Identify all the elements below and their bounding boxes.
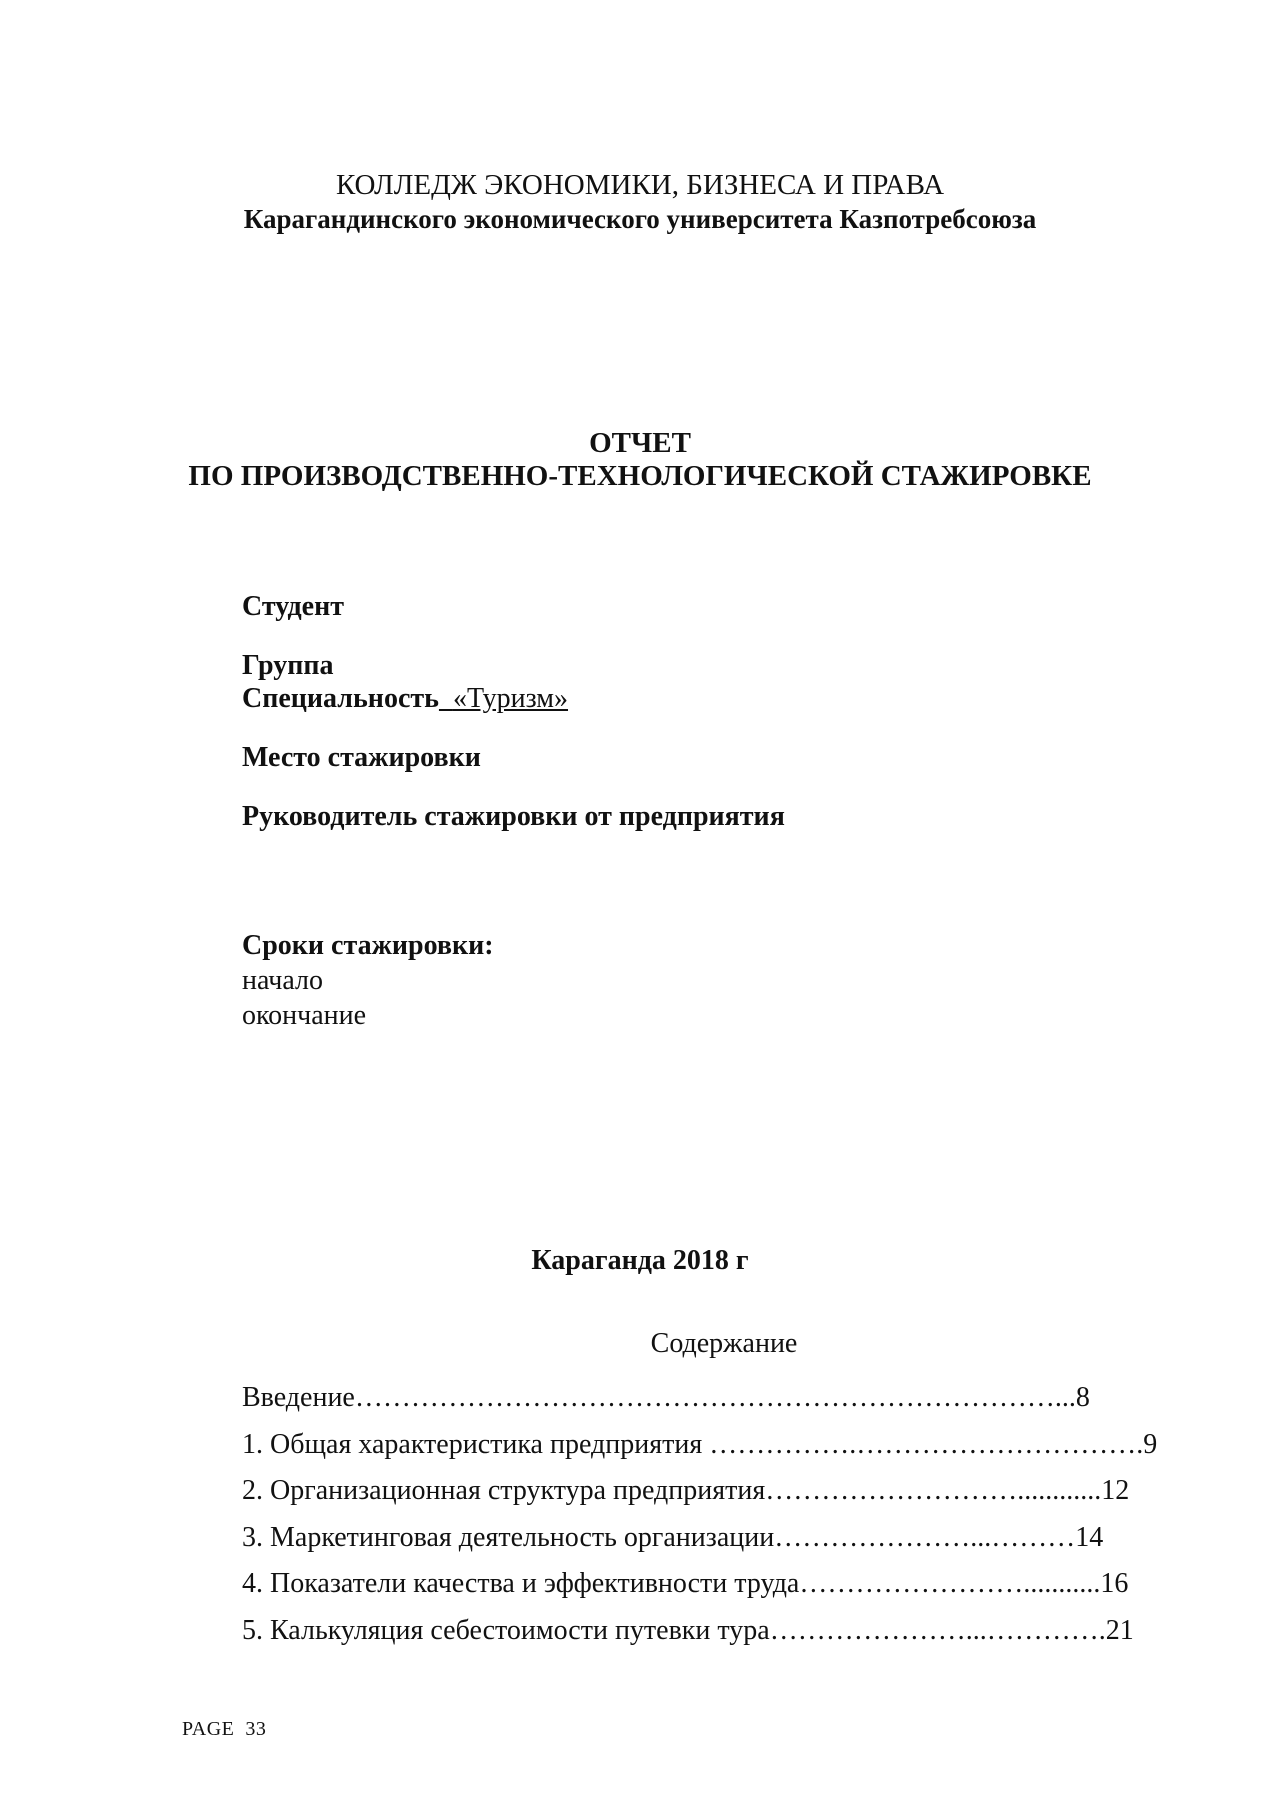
toc-item: 3. Маркетинговая деятельность организации…………………...………14 (242, 1521, 1104, 1553)
specialty-row (242, 682, 785, 715)
toc-item: 1. Общая характеристика предприятия …………….………………………….9 (242, 1428, 1158, 1460)
student-label: Студент (242, 591, 344, 622)
terms-start: начало (242, 965, 324, 996)
specialty-label: Специальность (242, 683, 439, 714)
student-fields (242, 590, 785, 833)
page-number-footer: PAGE 33 (182, 1718, 267, 1740)
college-header (0, 168, 1280, 236)
table-of-contents (242, 1375, 1157, 1654)
place-label: Место стажировки (242, 742, 481, 773)
toc-item: 2. Организационная структура предприятия………………………............12 (242, 1475, 1130, 1506)
terms-end: окончание (242, 1000, 367, 1031)
toc-item: Введение…………………………………………………………………...8 (242, 1382, 1090, 1413)
toc-item: 5. Калькуляция себестоимости путевки тура…………………...………….21 (242, 1614, 1134, 1646)
internship-terms (242, 928, 494, 1033)
terms-title: Сроки стажировки: (242, 930, 494, 961)
toc-title: Содержание (650, 1328, 798, 1359)
report-title-line2: ПО ПРОИЗВОДСТВЕННО-ТЕХНОЛОГИЧЕСКОЙ СТАЖИРОВКЕ (188, 460, 1092, 492)
university-name: Карагандинского экономического университета Казпотребсоюза (243, 204, 1037, 234)
report-title (0, 427, 1280, 493)
college-name: КОЛЛЕДЖ ЭКОНОМИКИ, БИЗНЕСА И ПРАВА (335, 169, 945, 201)
supervisor-label: Руководитель стажировки от предприятия (242, 801, 785, 832)
group-label: Группа (242, 650, 334, 681)
toc-item: 4. Показатели качества и эффективности труда……………………...........16 (242, 1568, 1129, 1599)
report-title-line1: ОТЧЕТ (589, 427, 691, 459)
specialty-value: «Туризм» (452, 683, 569, 714)
city-year: Караганда 2018 г (531, 1245, 749, 1276)
